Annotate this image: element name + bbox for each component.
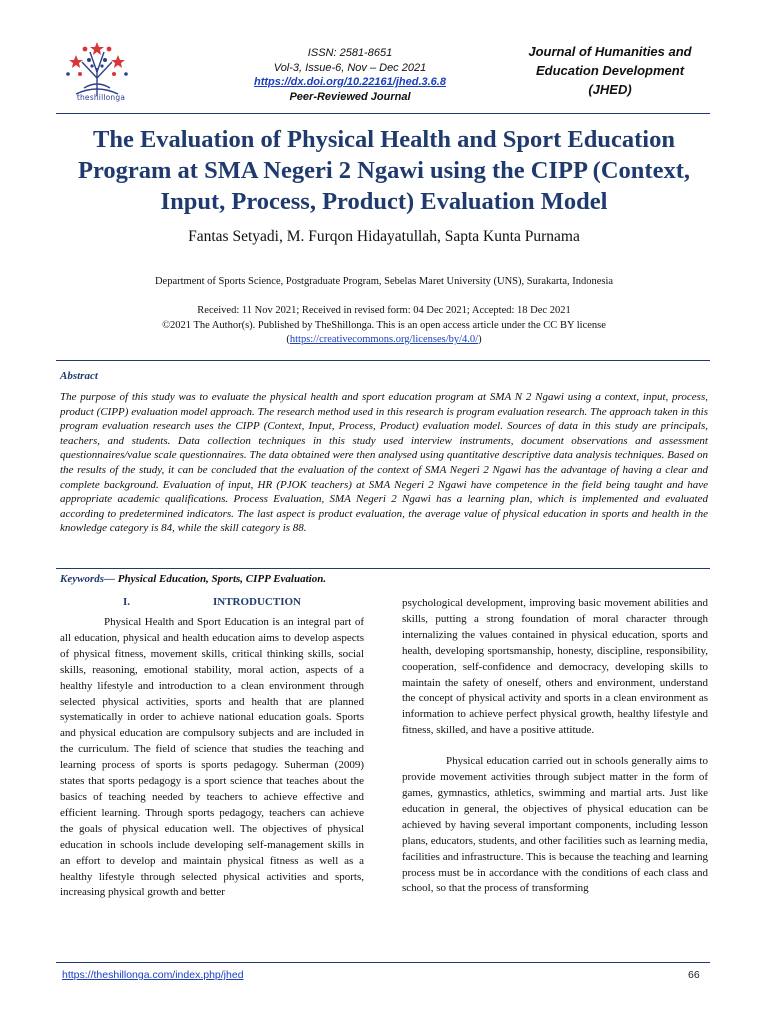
footer-divider (56, 962, 710, 963)
intro-paragraph-3: Physical education carried out in schools generally aims to provide movement activities through subject matter in the form of games, gymnastics, athletics, swimming and martial arts. Just like education in general, the objectives of physical education can be achieved by having several important components, including lesson plans, educators, students, and other facilities such as learning media, facilities and infrastructure. This is because the teaching and learning process must be in accordance with the conditions of each class and school, so that the process of transforming (402, 755, 708, 895)
abstract-top-divider (56, 360, 710, 361)
copyright: ©2021 The Author(s). Published by TheShillonga. This is an open access article under the CC BY license (162, 319, 606, 331)
license-open-paren: ( (286, 334, 290, 345)
journal-name-line1: Journal of Humanities and (528, 44, 692, 59)
journal-logo-icon (62, 38, 132, 100)
header-divider (56, 113, 710, 114)
abstract-bottom-divider (56, 568, 710, 569)
journal-name-line2: Education Development (535, 63, 685, 78)
title-line3: Input, Process, Product) Evaluation Model (160, 188, 608, 215)
right-column (402, 596, 708, 897)
affiliation: Department of Sports Science, Postgraduate Program, Sebelas Maret University (UNS), Surakarta, Indonesia (154, 276, 614, 287)
footer-journal-link[interactable]: https://theshillonga.com/index.php/jhed (62, 969, 244, 981)
paper-title (56, 124, 712, 217)
journal-name-line3: (JHED) (588, 82, 632, 97)
section-number: I. (122, 596, 131, 608)
keywords-label: Keywords— (60, 573, 115, 585)
title-line1: The Evaluation of Physical Health and Sport Education (93, 126, 675, 153)
article-history (56, 304, 712, 348)
journal-name (500, 42, 720, 99)
doi-link[interactable]: https://dx.doi.org/10.22161/jhed.3.6.8 (254, 76, 446, 88)
page-number: 66 (688, 969, 700, 981)
section-heading-introduction (60, 596, 364, 608)
volume-issue: Vol-3, Issue-6, Nov – Dec 2021 (273, 61, 427, 74)
issn: ISSN: 2581-8651 (307, 47, 393, 59)
license-link[interactable]: https://creativecommons.org/licenses/by/4.0/ (289, 334, 479, 345)
title-line2: Program at SMA Negeri 2 Ngawi using the CIPP (Context, (78, 157, 690, 184)
keywords-value: Physical Education, Sports, CIPP Evaluation. (115, 573, 327, 585)
abstract-text: The purpose of this study was to evaluate the physical health and sport education program at SMA N 2 Ngawi using a context, input, process, product (CIPP) evaluation model approach. The research method used in this research is program evaluation research. The approach taken in this program evaluation research uses the CIPP (Context, Input, Process, Product) evaluation model. Sources of data in this study are principals, teachers, and students. Data collection techniques in this study used interview instruments, document observations and assessment questionnaires/value scale questionnaires. The data obtained were then analysed using quantitative descriptive data analysis techniques. Based on the results of the study, it can be concluded that the evaluation of the context of SMA Negeri 2 Ngawi has the advantage of having a clear and complete background. Evaluation of input, HR (PJOK teachers) at SMA Negeri 2 Ngawi have competence in the field being taught and have appropriate academic qualifications. Process Evaluation, SMA Negeri 2 Ngawi has a learning plan, which is implemented and evaluated according to predetermined indicators. The last aspect is product evaluation, the average value of physical education in sports and health in the knowledge category is 84, while the skill category is 88. (60, 391, 708, 535)
intro-paragraph-2: psychological development, improving basic movement abilities and skills, putting a strong foundation of moral character through internalizing the values contained in physical education, sports and health, developing sportsmanship, honesty, discipline, responsibility, cooperation, self-confidence and democracy, developing skills to maintain the safety of oneself, others and environment, understand the concept of physical activity and sports in a clean environment as information to achieve perfect physical growth, healthy lifestyle and fitness, skilled, and have a positive attitude. (402, 597, 708, 737)
intro-paragraph-1: Physical Health and Sport Education is an integral part of all education, physical and health education aims to develop aspects of physical fitness, movement skills, critical thinking skills, social skills, reasoning, emotional stability, moral action, aspects of a healthy lifestyle and introduction to a clean environment through selected physical activities, sports and health that are planned systematically in order to achieve national education goals. Sports and physical education are compulsory subjects and are included in the curriculum. The field of science that studies the teaching and learning process of sports is sports pedagogy. Suherman (2009) states that sports pedagogy is a sport science that teaches about the basics of teaching needed by teachers to achieve effective and efficient learning. Through sports pedagogy, teachers can achieve the goals of physical education well. The objectives of physical education in schools include developing self-management skills in an effort to develop and maintain physical fitness as well as a healthy lifestyle through selected physical activities and sports, increasing physical growth and better (60, 616, 364, 899)
section-title: INTRODUCTION (212, 596, 301, 608)
journal-meta (215, 46, 485, 104)
keywords-line (60, 573, 708, 585)
license-close-paren: ) (478, 334, 482, 345)
dates: Received: 11 Nov 2021; Received in revised form: 04 Dec 2021; Accepted: 18 Dec 2021 (197, 305, 571, 316)
license-line (56, 333, 712, 348)
logo-text: theshillonga (76, 93, 126, 102)
abstract-heading: Abstract (60, 370, 98, 382)
peer-reviewed-label: Peer-Reviewed Journal (289, 90, 411, 103)
authors: Fantas Setyadi, M. Furqon Hidayatullah, Sapta Kunta Purnama (188, 228, 580, 245)
left-column (60, 615, 364, 901)
